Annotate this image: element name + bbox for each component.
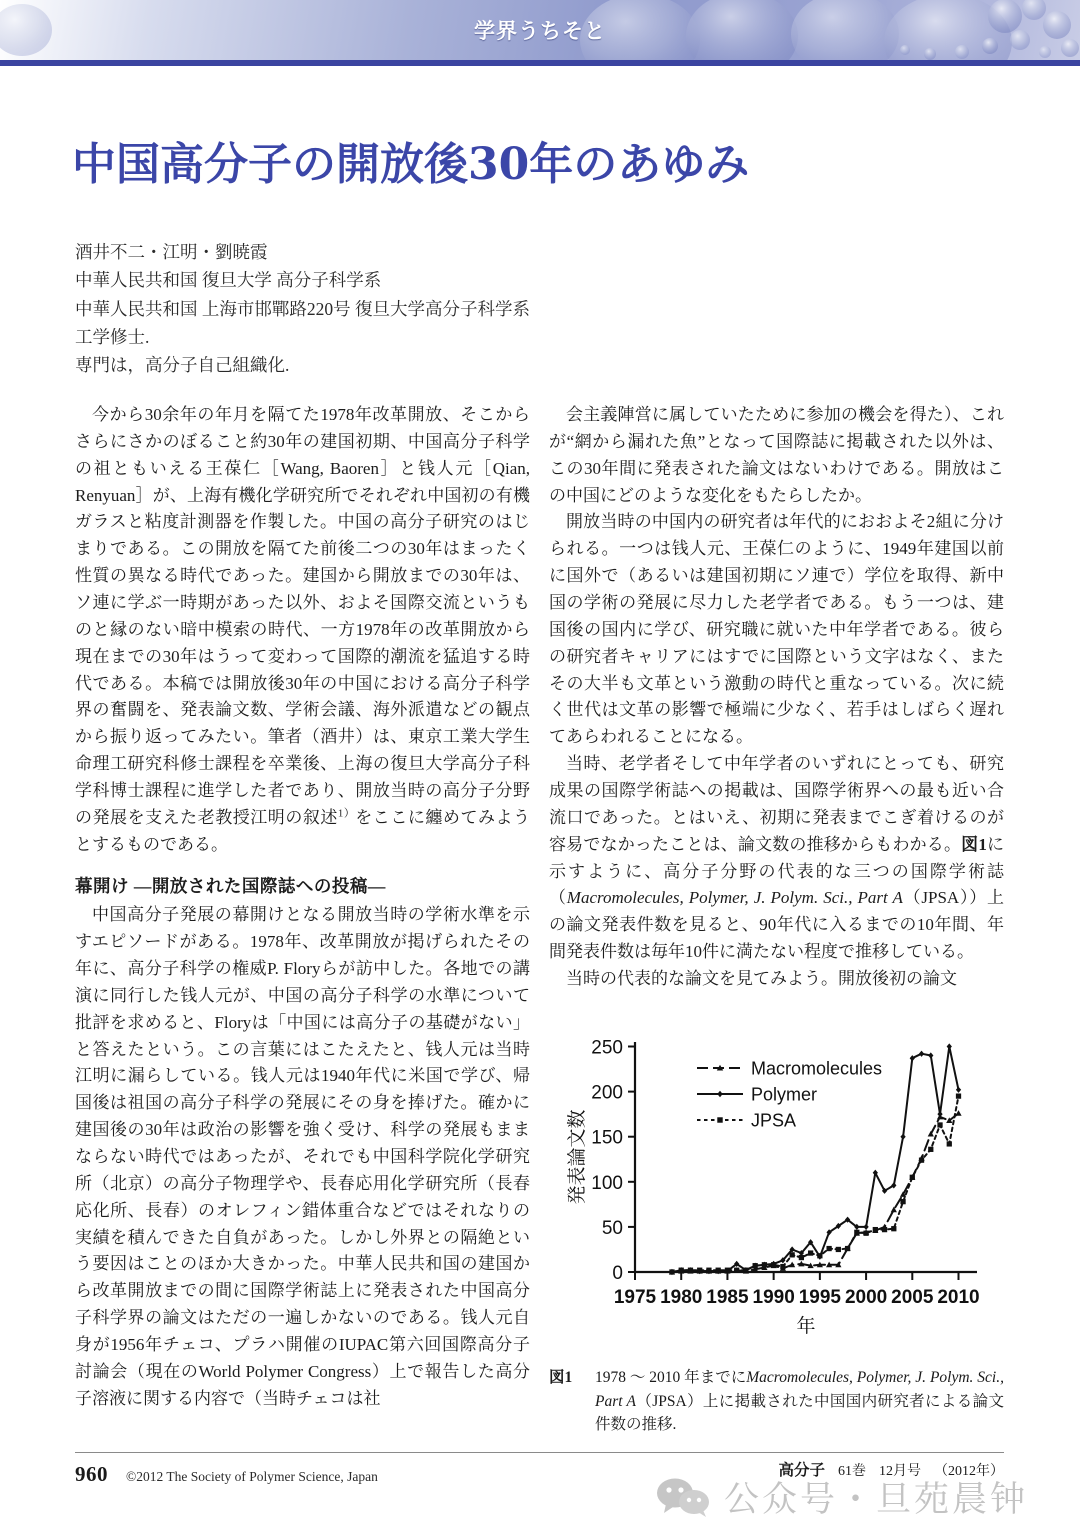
page-title: 中国高分子の開放後30年のあゆみ <box>72 139 750 190</box>
journal-volume: 61巻 <box>838 1464 866 1479</box>
figure-1-caption <box>549 1366 1004 1437</box>
author-block <box>75 238 695 380</box>
paragraph-right-3c: （JPSA））上の論文発表件数を見ると、90年代に入るまでの10年間、年間発表件数は毎年10件に満たない程度で推移している。 <box>549 888 1005 962</box>
paragraph-right-3a: 当時、老学者そして中年学者のいずれにとっても、研究成果の国際学術誌への掲載は、国際学術界への最も近い合流口であった。とはいえ、初期に発表までこぎ着けるのが容易でなかったことは、論文数の推移からもわかる。 <box>549 754 1004 854</box>
caption-pre: 1978 ～ 2010 年までに <box>595 1369 747 1386</box>
figure-1 <box>549 1024 1004 1344</box>
paragraph-right-4: 当時の代表的な論文を見てみよう。開放後初の論文 <box>566 969 957 989</box>
svg-text:1975: 1975 <box>613 1287 657 1308</box>
author-specialty: 専門は，高分子自己組織化. <box>75 355 290 376</box>
figure-caption-text <box>595 1366 1004 1437</box>
footer-divider <box>75 1452 1004 1453</box>
footer-left <box>75 1462 378 1487</box>
watermark-text: 公众号・旦苑晨钟 <box>723 1480 1028 1520</box>
paragraph-right-2: 開放当時の中国内の研究者は年代的におおよそ2組に分けられる。一つは钱人元、王葆仁のように、1949年建国以前に国外で（あるいは建国初期にソ連で）学位を取得、新中国の学術の発展に尽力した老学者である。もう一つは、建国後の国内に学び、研究職に就いた中年学者である。彼らの研究者キャリアにはすでに国際という文字はなく、またその大半も文革という激動の時代と重なっている。次に続く世代は文革の影響で極端に少なく、若手はしばらく遅れてあらわれることになる。 <box>549 512 1004 747</box>
figure-reference-link: 図1 <box>961 834 987 854</box>
svg-text:1980: 1980 <box>660 1287 703 1308</box>
journal-names-italic: Macromolecules, Polymer, J. Polym. Sci., Part A <box>566 888 903 908</box>
author-names: 酒井不二・江明・劉暁霞 <box>75 242 268 262</box>
svg-text:250: 250 <box>591 1037 623 1059</box>
svg-text:150: 150 <box>591 1127 623 1149</box>
svg-text:200: 200 <box>591 1082 623 1104</box>
chart-publication-counts <box>549 1024 989 1344</box>
svg-text:年: 年 <box>796 1315 816 1337</box>
author-affiliation-1: 中華人民共和国 復旦大学 高分子科学系 <box>75 270 382 291</box>
svg-text:100: 100 <box>591 1172 623 1194</box>
paragraph-makuake: 中国高分子発展の幕開けとなる開放当時の学術水準を示すエピソードがある。1978年、改革開放が掲げられたその年に、高分子科学の権威P. Floryらが訪中した。各地での講演に同行した钱人元が、中国の高分子科学の水準について批評を求めると、Floryは「中国には高分子の基礎がない」と答えたという。この言葉にはこたえたと、钱人元は当時江明に漏らしている。钱人元は1940年代に米国で学び、帰国後は祖国の高分子科学の発展にその身を捧げた。確かに建国後の30年は政治の影響を強く受け、科学の発展もままならない時代ではあったが、それでも中国科学院化学研究所（北京）の高分子物理学や、長春応用化学研究所（長春応化所、長春）のオレフィン錯体重合などではそれなりの実績を積んできた自負があった。しかし外界との隔絶という要因はことのほか大きかった。中華人民共和国の建国から改革開放までの間に国際学術誌上に発表された中国高分子科学界の論文はただの一遍しかないのである。钱人元自身が1956年チェコ、プラハ開催のIUPAC第六回国際高分子討論会（現在のWorld Polymer Congress）上で報告した高分子溶液に関する内容で（当時チェコは社 <box>75 905 530 1408</box>
svg-text:0: 0 <box>612 1263 623 1284</box>
copyright-notice: ©2012 The Society of Polymer Science, Japan <box>126 1469 378 1484</box>
svg-text:発表論文数: 発表論文数 <box>566 1109 588 1205</box>
paragraph-right-3b: に示すように、高分子分野の代表的な三つの国際学術誌（ <box>549 834 1005 908</box>
reference-marker-1: 1） <box>337 807 356 820</box>
footer-right <box>778 1458 1004 1480</box>
svg-text:2000: 2000 <box>844 1287 888 1308</box>
banner-title: 学界うちそと <box>474 19 606 43</box>
svg-text:50: 50 <box>601 1217 623 1239</box>
caption-post: （JPSA）上に掲載された中国国内研究者による論文件数の推移. <box>595 1392 1005 1434</box>
paragraph-right-1: 会主義陣営に属していたために参加の機会を得た）、これが“網から漏れた魚”となって国際誌に掲載された以外は、この30年間に発表された論文はないわけである。開放はこの中国にどのような変化をもたらしたか。 <box>549 405 1004 505</box>
author-degree: 工学修士. <box>75 327 150 348</box>
paragraph-intro <box>75 402 530 859</box>
svg-text:1995: 1995 <box>798 1287 842 1308</box>
banner-accent-bar <box>0 60 1080 66</box>
paragraph-right-3 <box>549 751 1004 966</box>
journal-year: （2012年） <box>934 1464 1004 1479</box>
author-affiliation-2: 中華人民共和国 上海市邯鄲路220号 復旦大学高分子科学系 <box>75 298 530 319</box>
figure-caption-label: 図1 <box>549 1369 573 1386</box>
svg-text:2010: 2010 <box>937 1287 980 1308</box>
svg-text:Polymer: Polymer <box>751 1084 818 1105</box>
paragraph-intro-tail: をここに纏めてみようとするものである。 <box>75 807 531 854</box>
svg-text:2005: 2005 <box>891 1287 934 1308</box>
page-number: 960 <box>75 1462 108 1486</box>
body-column-left <box>75 402 530 1413</box>
paragraph-intro-text: 今から30余年の年月を隔てた1978年改革開放、そこからさらにさかのぼること約30年の建国初期、中国高分子科学の祖ともいえる王葆仁［Wang, Baoren］と钱人元［Qian, Renyuan］が、上海有機化学研究所でそれぞれ中国初の有機ガラスと粘度計測器を作製した。中国の高分子研究のはじまりである。この開放を隔てた前後二つの30年はまったく性質の異なる時代であった。建国から開放までの30年は、ソ連に学ぶ一時期があった以外、およそ国際交流というものと縁のない暗中模索の時代、一方1978年の改革開放から現在までの30年はうって変わって国際的潮流を猛追する時代である。本稿では開放後30年の中国における高分子科学界の奮闘を、発表論文数、学術会議、海外派遣などの観点から振り返ってみたい。筆者（酒井）は、東京工業大学生命理工研究科修士課程を卒業後、上海の復旦大学高分子科学科博士課程に進学した者であり、開放当時の高分子分野の発展を支えた老教授江明の叙述 <box>75 405 530 827</box>
caption-journals-italic: Macromolecules, Polymer, J. Polym. Sci., Part A <box>595 1369 1004 1410</box>
svg-text:1985: 1985 <box>706 1287 749 1308</box>
body-column-right <box>549 402 1004 993</box>
journal-name: 高分子 <box>778 1462 825 1479</box>
journal-issue: 12月号 <box>879 1464 921 1479</box>
svg-text:1990: 1990 <box>752 1287 795 1308</box>
svg-text:JPSA: JPSA <box>751 1110 797 1131</box>
wechat-logo-icon <box>656 1477 712 1517</box>
svg-text:Macromolecules: Macromolecules <box>751 1058 883 1079</box>
section-heading-makuake: 幕開け ―開放された国際誌への投稿― <box>75 875 386 896</box>
chart-svg <box>549 1024 989 1344</box>
page-header-banner <box>0 0 1080 66</box>
